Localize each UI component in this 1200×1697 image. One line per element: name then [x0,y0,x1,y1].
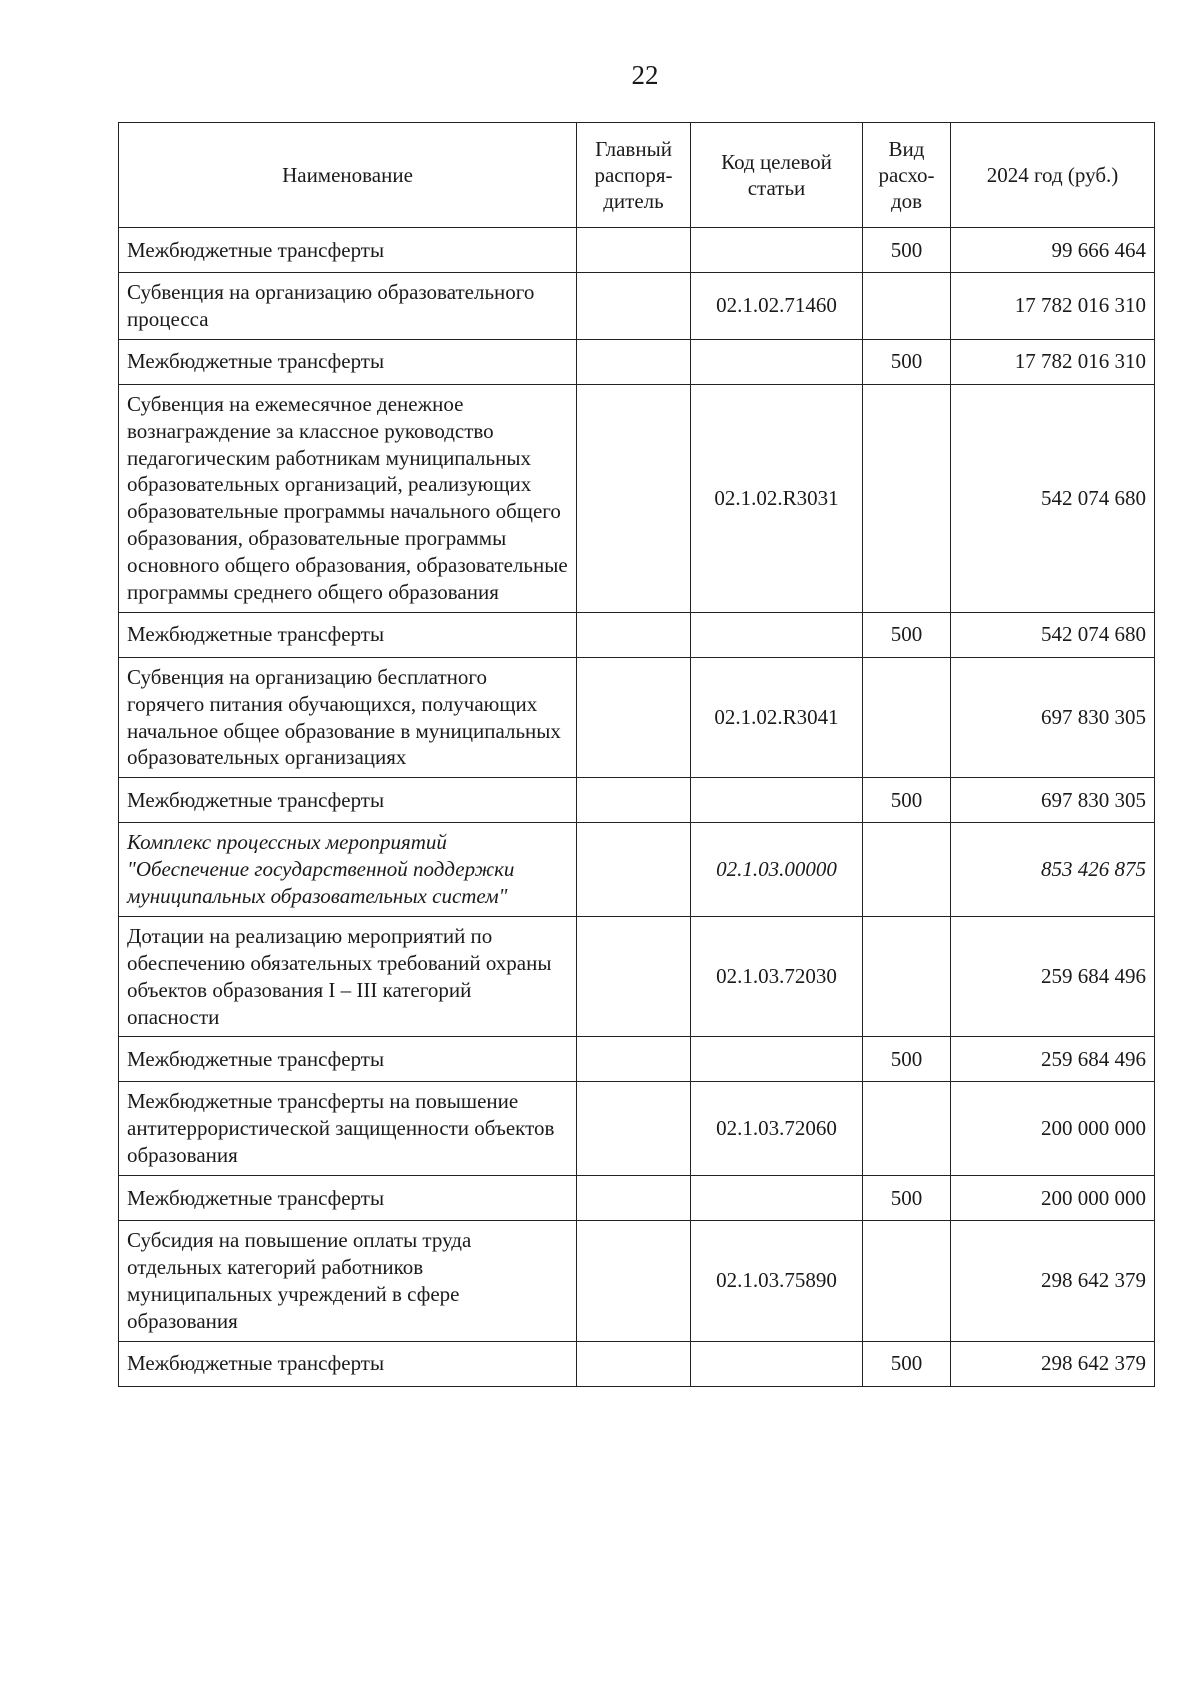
row-name: Субвенция на организацию бесплатного горячего питания обучающихся, получающих начальное общее образование в муниципальных образовательных организациях [119,657,577,778]
row-type [863,1221,951,1342]
table-row [119,1176,1155,1221]
row-manager [577,1341,691,1386]
row-type: 500 [863,1176,951,1221]
row-amount: 697 830 305 [951,778,1155,823]
row-manager [577,823,691,917]
row-type [863,273,951,340]
table-row [119,1082,1155,1176]
row-name: Межбюджетные трансферты [119,1037,577,1082]
row-manager [577,1221,691,1342]
row-manager [577,1176,691,1221]
row-manager [577,1037,691,1082]
row-name: Межбюджетные трансферты [119,228,577,273]
table-row [119,1221,1155,1342]
row-amount: 17 782 016 310 [951,273,1155,340]
row-amount: 200 000 000 [951,1176,1155,1221]
row-name: Межбюджетные трансферты на повышение антитеррористической защищенности объектов образования [119,1082,577,1176]
page-number: 22 [631,60,659,90]
row-code: 02.1.03.00000 [691,823,863,917]
table-row [119,1341,1155,1386]
table-row [119,228,1155,273]
row-amount: 200 000 000 [951,1082,1155,1176]
header-name: Наименование [119,123,577,228]
row-amount: 542 074 680 [951,384,1155,612]
row-type: 500 [863,612,951,657]
row-code [691,1037,863,1082]
table-row [119,1037,1155,1082]
row-code: 02.1.03.75890 [691,1221,863,1342]
row-code [691,228,863,273]
row-amount: 259 684 496 [951,916,1155,1037]
row-type: 500 [863,778,951,823]
row-amount: 853 426 875 [951,823,1155,917]
row-manager [577,612,691,657]
header-expense-type: Вид расхо-дов [863,123,951,228]
table-row [119,339,1155,384]
row-code [691,612,863,657]
row-type: 500 [863,1037,951,1082]
table-row [119,273,1155,340]
table-row [119,916,1155,1037]
row-amount: 298 642 379 [951,1341,1155,1386]
row-name: Межбюджетные трансферты [119,1176,577,1221]
row-code: 02.1.02.R3031 [691,384,863,612]
row-name: Субвенция на организацию образовательного процесса [119,273,577,340]
row-manager [577,339,691,384]
table-row [119,384,1155,612]
table-row-program-complex [119,823,1155,917]
row-type: 500 [863,339,951,384]
row-name: Субвенция на ежемесячное денежное вознаграждение за классное руководство педагогическим работникам муниципальных образовательных организаций, реализующих образовательные программы начального общего образования, образовательные программы основного общего образования, образовательные программы среднего общего образования [119,384,577,612]
row-manager [577,384,691,612]
table-row [119,612,1155,657]
row-manager [577,273,691,340]
row-code [691,339,863,384]
row-manager [577,916,691,1037]
row-manager [577,778,691,823]
row-type [863,384,951,612]
row-name: Межбюджетные трансферты [119,339,577,384]
row-name: Межбюджетные трансферты [119,1341,577,1386]
row-type [863,1082,951,1176]
row-name: Субсидия на повышение оплаты труда отдельных категорий работников муниципальных учреждений в сфере образования [119,1221,577,1342]
table-row [119,778,1155,823]
header-target-code: Код целевой статьи [691,123,863,228]
table-header-row [119,123,1155,228]
row-code: 02.1.02.71460 [691,273,863,340]
row-code [691,1341,863,1386]
row-name: Межбюджетные трансферты [119,778,577,823]
row-amount: 17 782 016 310 [951,339,1155,384]
row-code [691,778,863,823]
row-manager [577,657,691,778]
row-type [863,823,951,917]
row-type [863,916,951,1037]
budget-table [118,122,1155,1387]
row-amount: 298 642 379 [951,1221,1155,1342]
row-code: 02.1.03.72030 [691,916,863,1037]
row-amount: 99 666 464 [951,228,1155,273]
row-type: 500 [863,1341,951,1386]
row-name: Дотации на реализацию мероприятий по обеспечению обязательных требований охраны объектов образования I – III категорий опасности [119,916,577,1037]
row-name: Межбюджетные трансферты [119,612,577,657]
row-type: 500 [863,228,951,273]
header-main-manager: Главный распоря-дитель [577,123,691,228]
header-year-2024: 2024 год (руб.) [951,123,1155,228]
table-row [119,657,1155,778]
row-amount: 259 684 496 [951,1037,1155,1082]
row-amount: 697 830 305 [951,657,1155,778]
row-manager [577,228,691,273]
row-code: 02.1.03.72060 [691,1082,863,1176]
row-name: Комплекс процессных мероприятий "Обеспечение государственной поддержки муниципальных образовательных систем" [119,823,577,917]
row-type [863,657,951,778]
row-code [691,1176,863,1221]
row-amount: 542 074 680 [951,612,1155,657]
row-code: 02.1.02.R3041 [691,657,863,778]
row-manager [577,1082,691,1176]
